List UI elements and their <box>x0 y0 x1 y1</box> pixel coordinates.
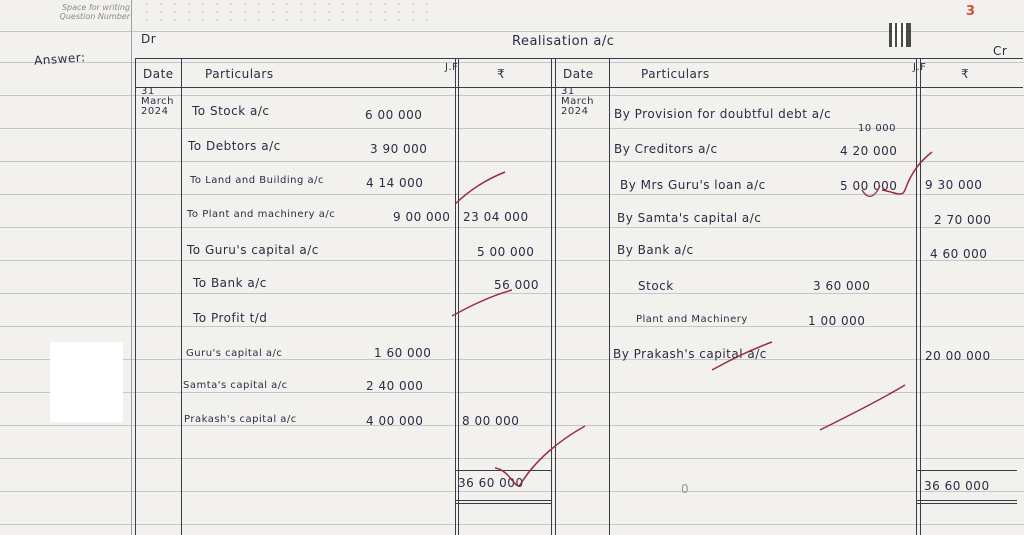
credit-particular: By Mrs Guru's loan a/c <box>620 178 766 192</box>
credit-amount: 2 70 000 <box>934 213 992 227</box>
stray-mark: 0 <box>681 482 690 496</box>
account-title: Realisation a/c <box>512 34 615 49</box>
debit-sub-amount: 4 00 000 <box>366 414 424 428</box>
cr-label: Cr <box>993 44 1008 58</box>
debit-particular: Prakash's capital a/c <box>184 414 297 425</box>
debit-particular: To Bank a/c <box>193 276 267 290</box>
debit-amount: 5 00 000 <box>477 245 535 259</box>
tick-mark <box>455 172 505 204</box>
credit-sub-amount: 1 00 000 <box>808 314 866 328</box>
right-date-header: Date <box>563 67 594 81</box>
debit-particular: To Guru's capital a/c <box>187 243 319 257</box>
debit-sub-amount: 9 00 000 <box>393 210 451 224</box>
debit-total: 36 60 000 <box>458 476 524 490</box>
left-jf-header: J.F <box>445 62 459 73</box>
debit-sub-amount: 4 14 000 <box>366 176 424 190</box>
debit-amount: 56 000 <box>494 278 539 292</box>
dr-label: Dr <box>141 32 157 46</box>
tick-mark <box>452 290 512 316</box>
debit-particular: To Profit t/d <box>193 311 268 325</box>
right-jf-header: J.F <box>913 62 927 73</box>
left-date-cell: 31 March 2024 <box>141 86 174 117</box>
credit-sub-amount: 10 000 <box>858 123 896 134</box>
credit-sub-amount: 3 60 000 <box>813 279 871 293</box>
debit-amount: 23 04 000 <box>463 210 529 224</box>
page-number: 3 <box>966 4 976 19</box>
debit-particular: Samta's capital a/c <box>183 380 288 391</box>
tick-mark <box>495 426 585 486</box>
left-particulars-header: Particulars <box>205 67 274 81</box>
credit-sub-amount: 5 00 000 <box>840 179 898 193</box>
space-for-writing-label: Space for writing Question Number <box>59 3 130 21</box>
tick-mark <box>862 186 880 196</box>
tick-mark <box>882 152 932 194</box>
debit-sub-amount: 3 90 000 <box>370 142 428 156</box>
debit-particular: To Plant and machinery a/c <box>187 209 336 220</box>
credit-particular: By Provision for doubtful debt a/c <box>614 107 832 121</box>
left-amount-header: ₹ <box>497 67 506 81</box>
tick-mark <box>712 342 772 370</box>
credit-amount: 20 00 000 <box>925 349 991 363</box>
debit-particular: To Debtors a/c <box>188 139 281 153</box>
credit-particular: By Creditors a/c <box>614 142 718 156</box>
debit-amount: 8 00 000 <box>462 414 520 428</box>
credit-amount: 4 60 000 <box>930 247 988 261</box>
tick-mark <box>820 385 905 430</box>
left-date-header: Date <box>143 67 174 81</box>
answer-label: Answer: <box>33 50 86 68</box>
debit-particular: To Stock a/c <box>192 104 270 118</box>
debit-sub-amount: 6 00 000 <box>365 108 423 122</box>
right-particulars-header: Particulars <box>641 67 710 81</box>
credit-total: 36 60 000 <box>924 479 990 493</box>
debit-particular: Guru's capital a/c <box>186 348 283 359</box>
debit-sub-amount: 1 60 000 <box>374 346 432 360</box>
credit-amount: 9 30 000 <box>925 178 983 192</box>
debit-sub-amount: 2 40 000 <box>366 379 424 393</box>
debit-particular: To Land and Building a/c <box>190 175 325 186</box>
right-amount-header: ₹ <box>961 67 970 81</box>
credit-particular: Plant and Machinery <box>636 314 748 325</box>
credit-particular: By Prakash's capital a/c <box>613 347 767 361</box>
credit-particular: Stock <box>638 279 674 293</box>
right-date-cell: 31 March 2024 <box>561 86 594 117</box>
credit-sub-amount: 4 20 000 <box>840 144 898 158</box>
credit-particular: By Bank a/c <box>617 243 694 257</box>
credit-particular: By Samta's capital a/c <box>617 211 762 225</box>
